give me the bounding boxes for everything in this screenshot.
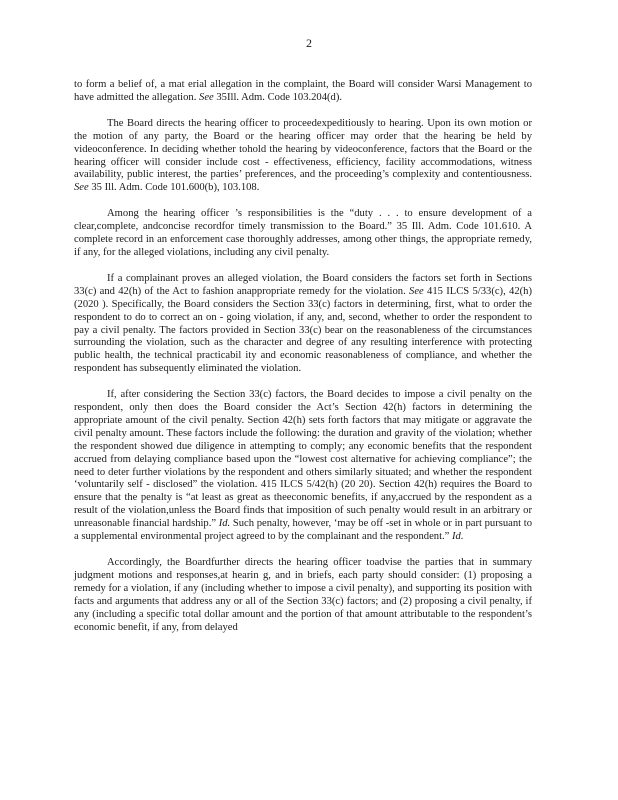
- paragraph: [74, 389, 532, 544]
- paragraph: [74, 557, 532, 634]
- text-run: 35 Ill. Adm. Code 101.600(b), 103.108.: [88, 182, 260, 194]
- text-run: Such penalty, however, ‘may be off -set in whole or in part pursuant to a supplemental environmental project agreed to by the complainant and the respondent.”: [74, 518, 532, 543]
- paragraph: [74, 79, 532, 105]
- text-run: If, after considering the Section 33(c) factors, the Board decides to impose a civil penalty on the respondent, only then does the Board consider the Act’s Section 42(h) factors in determining the appropriate amount of the civil penalty. Section 42(h) sets forth factors that may mitigate or aggravate the civil penalty amount. These factors include the following: the duration and gravity of the violation; whether the respondent showed due diligence in attempting to comply; any economic benefits that the respondent accrued from delaying compliance based upon the “lowest cost alternative for achieving compliance”; the need to deter further violations by the respondent and others similarly situated; and whether the respondent ‘voluntarily self - disclosed” the violation. 415 ILCS 5/42(h) (20 20). Section 42(h) requires the Board to ensure that the penalty is “at least as great as theeconomic benefits, if any,accrued by the respondent as a result of the violation,unless the Board finds that imposition of such penalty would result in an arbitrary or unreasonable financial hardship.”: [74, 389, 532, 530]
- citation-signal: See: [199, 91, 214, 103]
- text-run: 415 ILCS 5/33(c), 42(h) (2020 ). Specifically, the Board considers the Section 33(c) factors in determining, first, what to order the respondent to do to correct an on - going violation, if any, and, second, whether to order the respondent to pay a civil penalty. The factors provided in Section 33(c) bear on the reasonableness of the circumstances surrounding the violation, such as the character and degree of any resulting interference with protecting public health, the technical practicabil ity and economic reasonableness of compliance, and whether the respondent has subsequently eliminated the violation.: [74, 285, 532, 375]
- paragraph: [74, 273, 532, 376]
- citation-signal: See: [74, 182, 89, 194]
- paragraph: [74, 208, 532, 260]
- citation-signal: See: [409, 285, 424, 297]
- text-run: If a complainant proves an alleged violation, the Board considers the factors set forth in Sections 33(c) and 42(h) of the Act to fashion anappropriate remedy for the violation.: [74, 272, 532, 297]
- text-run: Among the hearing officer ’s responsibilities is the “duty . . . to ensure development of a clear,complete, andconcise recordfor timely transmission to the Board.” 35 Ill. Adm. Code 101.610. A complete record in an enforcement case thoroughly addresses, among other things, the appropriate remedy, if any, for the alleged violations, including any civil penalty.: [74, 208, 532, 258]
- citation-signal: Id.: [218, 518, 231, 530]
- text-run: Accordingly, the Boardfurther directs the hearing officer toadvise the parties that in summary judgment motions and responses,at hearin g, and in briefs, each party should consider: (1) proposing a remedy for a violation, if any (including whether to impose a civil penalty), and supporting its position with facts and arguments that address any or all of the Section 33(c) factors; and (2) proposing a civil penalty, if any (including a specific total dollar amount and the portion of that amount attributable to the respondent’s economic benefit, if any, from delayed: [74, 557, 532, 633]
- citation-signal: Id.: [452, 531, 464, 543]
- text-run: to form a belief of, a mat erial allegation in the complaint, the Board will consider Warsi Management to have admitted the allegation.: [74, 79, 532, 103]
- text-run: The Board directs the hearing officer to proceedexpeditiously to hearing. Upon its own motion or the motion of any party, the Board or the hearing officer may order that the hearing be held by videoconference. In deciding whether tohold the hearing by videoconference, factors that the Board or the hearing officer will consider include cost - effectiveness, efficiency, facility accommodations, witness availability, public interest, the parties’ preferences, and the proceeding’s complexity and contentiousness.: [74, 117, 532, 181]
- page-number: 2: [306, 36, 312, 50]
- text-run: 35Ill. Adm. Code 103.204(d).: [213, 91, 343, 103]
- document-body: [74, 79, 532, 647]
- paragraph: [74, 118, 532, 195]
